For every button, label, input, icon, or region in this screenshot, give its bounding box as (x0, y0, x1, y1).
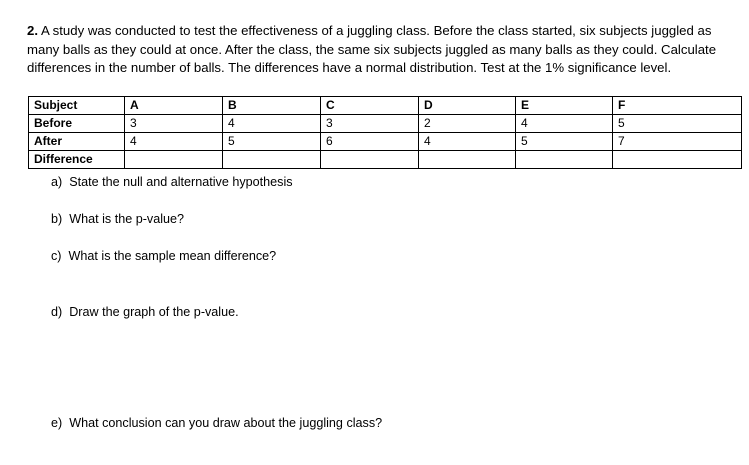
question-letter: a) (51, 175, 63, 189)
table-header-row (29, 97, 742, 115)
question-e (51, 415, 382, 431)
question-text: What is the sample mean difference? (68, 249, 277, 263)
table-cell-empty (613, 151, 742, 169)
table-row-difference (29, 151, 742, 169)
table-cell: 2 (419, 115, 516, 133)
table-cell: 4 (223, 115, 321, 133)
question-text: What conclusion can you draw about the juggling class? (69, 416, 383, 430)
question-letter: d) (51, 305, 63, 319)
table-cell-empty (419, 151, 516, 169)
table-cell-empty (125, 151, 223, 169)
data-table (28, 96, 742, 169)
question-b (51, 211, 184, 227)
table-header-cell: B (223, 97, 321, 115)
question-c (51, 248, 276, 264)
table-header-cell: A (125, 97, 223, 115)
row-label: Difference (29, 151, 125, 169)
table-cell: 3 (321, 115, 419, 133)
question-text: Draw the graph of the p-value. (69, 305, 239, 319)
problem-statement (27, 22, 727, 78)
problem-text: A study was conducted to test the effectiveness of a juggling class. Before the class started, six subjects juggled as many balls as they could at once. After the class, the same six subjects juggled as many balls as they could. Calculate differences in the number of balls. The differences have a normal distribution. Test at the 1% significance level. (27, 23, 717, 75)
table-cell-empty (223, 151, 321, 169)
question-text: State the null and alternative hypothesis (69, 175, 293, 189)
question-text: What is the p-value? (69, 212, 185, 226)
table-cell: 5 (223, 133, 321, 151)
table-cell: 5 (516, 133, 613, 151)
table-header-cell: D (419, 97, 516, 115)
table-cell: 7 (613, 133, 742, 151)
table-header-cell: C (321, 97, 419, 115)
table-header-cell: F (613, 97, 742, 115)
question-letter: c) (51, 249, 62, 263)
row-label: After (29, 133, 125, 151)
table-cell: 4 (125, 133, 223, 151)
table-header-cell: Subject (29, 97, 125, 115)
table-row-after (29, 133, 742, 151)
question-a (51, 174, 293, 190)
question-letter: e) (51, 416, 63, 430)
table-cell-empty (516, 151, 613, 169)
table-cell: 3 (125, 115, 223, 133)
row-label: Before (29, 115, 125, 133)
question-d (51, 304, 239, 320)
table-header-cell: E (516, 97, 613, 115)
table-cell: 5 (613, 115, 742, 133)
question-letter: b) (51, 212, 63, 226)
table-cell: 6 (321, 133, 419, 151)
table-row-before (29, 115, 742, 133)
table-cell: 4 (419, 133, 516, 151)
problem-number: 2. (27, 23, 38, 38)
table-cell: 4 (516, 115, 613, 133)
table-cell-empty (321, 151, 419, 169)
